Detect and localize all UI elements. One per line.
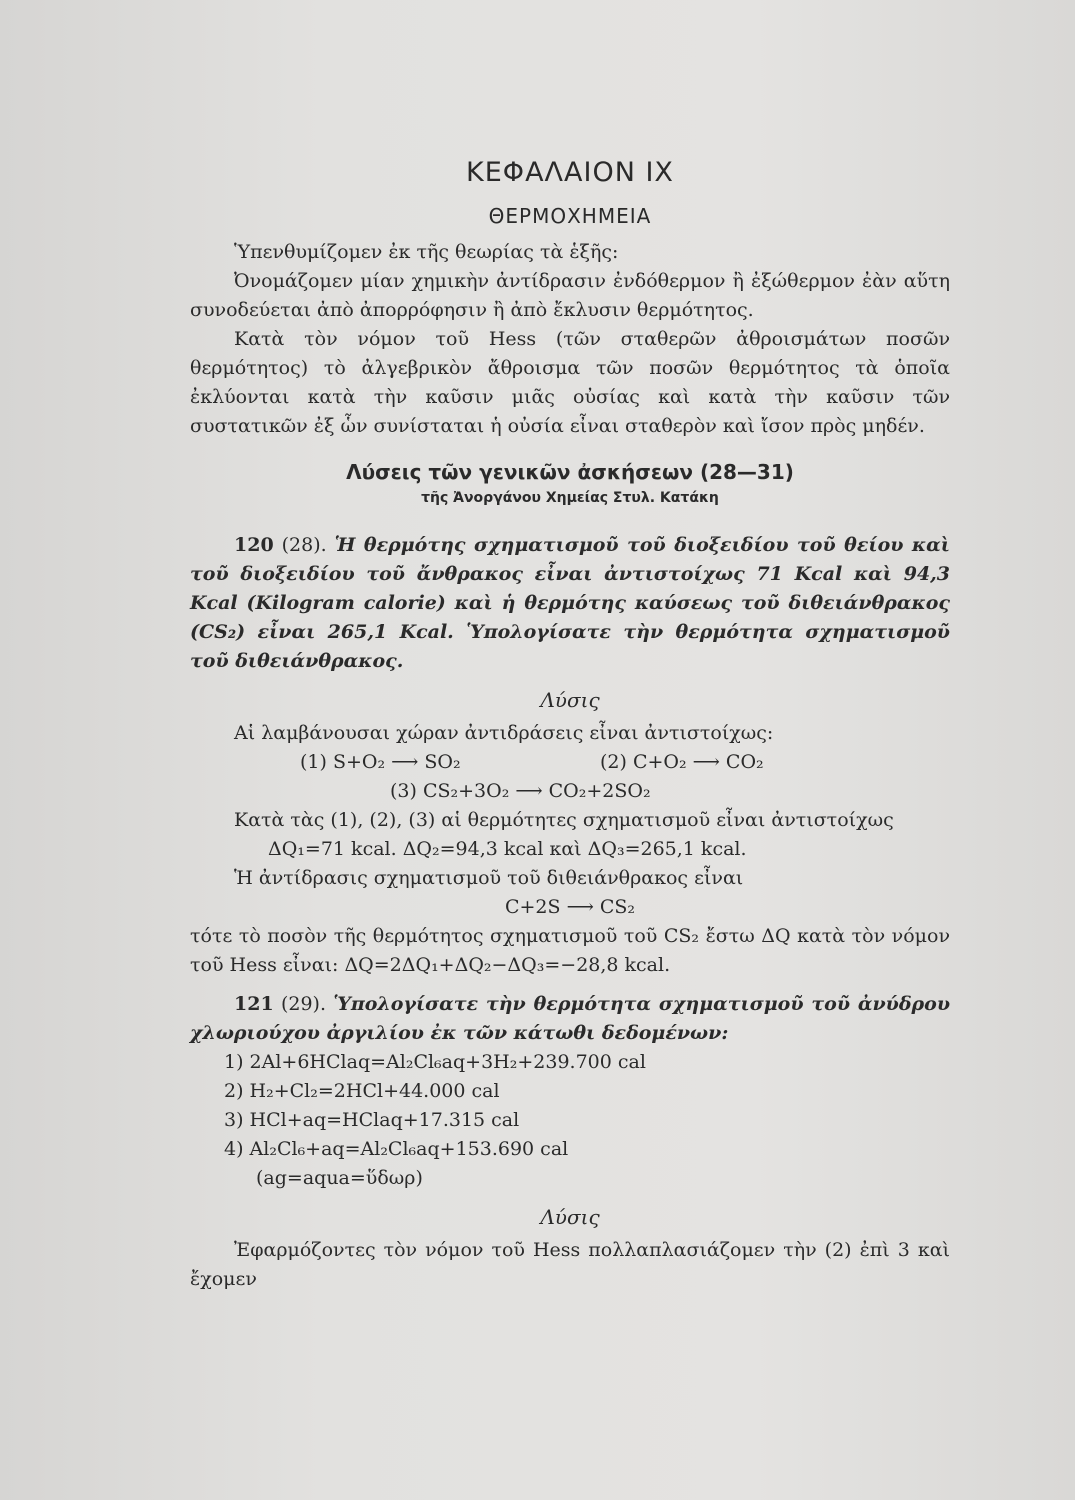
list-item: 4) Al₂Cl₆+aq=Al₂Cl₆aq+153.690 cal: [224, 1138, 569, 1160]
solution-heading: Λύσις: [540, 1205, 600, 1229]
solution-result: τότε τὸ ποσὸν τῆς θερμότητος σχηματισμοῦ τοῦ CS₂ ἔστω ΔQ κατὰ τὸν νόμον τοῦ Hess εἶναι: ΔQ=2ΔQ₁+ΔQ₂−ΔQ₃=−28,8 kcal.: [190, 925, 950, 976]
solution-closing: Ἐφαρμόζοντες τὸν νόμον τοῦ Hess πολλαπλασιάζομεν τὴν (2) ἐπὶ 3 καὶ ἔχομεν: [190, 1239, 950, 1290]
equation-row: [190, 748, 950, 777]
chapter-title: ΚΕΦΑΛΑΙΟΝ IX: [466, 157, 674, 188]
subject-title: ΘΕΡΜΟΧΗΜΕΙΑ: [488, 204, 652, 228]
problem-number: 120: [234, 534, 274, 556]
list-item: 1) 2Al+6HClaq=Al₂Cl₆aq+3H₂+239.700 cal: [224, 1051, 646, 1073]
list-note: (ag=aqua=ὕδωρ): [256, 1167, 423, 1189]
problem-ref: (28).: [281, 534, 327, 556]
problem-121: [190, 990, 950, 1048]
problem-text: Ἡ θερμότης σχηματισμοῦ τοῦ διοξειδίου τοῦ θείου καὶ τοῦ διοξειδίου τοῦ ἄνθρακος εἶναι ἀντιστοίχως 71 Kcal καὶ 94,3 Kcal (Kilogram calorie) καὶ ἡ θερμότης καύσεως τοῦ διθειάνθρακος (CS₂) εἶναι 265,1 Kcal. Ὑπολογίσατε τὴν θερμότητα σχηματισμοῦ τοῦ διθειάνθρακος.: [190, 534, 950, 672]
list-item: 3) HCl+aq=HClaq+17.315 cal: [224, 1109, 520, 1131]
equation-1: (1) S+O₂ ⟶ SO₂: [300, 751, 461, 773]
given-data-list: [224, 1048, 950, 1193]
page-content: [190, 150, 950, 1294]
problem-text: Ὑπολογίσατε τὴν θερμότητα σχηματισμοῦ τοῦ ἀνύδρου χλωριούχου ἀργιλίου ἐκ τῶν κάτωθι δεδομένων:: [190, 993, 951, 1044]
solution-line: Αἱ λαμβάνουσαι χώραν ἀντιδράσεις εἶναι ἀντιστοίχως:: [234, 722, 774, 744]
intro-line-1: Ὑπενθυμίζομεν ἐκ τῆς θεωρίας τὰ ἑξῆς:: [234, 241, 619, 263]
heat-values: ΔQ₁=71 kcal. ΔQ₂=94,3 kcal καὶ ΔQ₃=265,1 kcal.: [268, 838, 747, 860]
problem-120: [190, 531, 950, 676]
solution-line: Κατὰ τὰς (1), (2), (3) αἱ θερμότητες σχηματισμοῦ εἶναι ἀντιστοίχως: [234, 809, 894, 831]
solution-line: Ἡ ἀντίδρασις σχηματισμοῦ τοῦ διθειάνθρακος εἶναι: [234, 867, 744, 889]
solution-heading: Λύσις: [540, 688, 600, 712]
section-title: Λύσεις τῶν γενικῶν ἀσκήσεων (28—31): [346, 460, 794, 484]
problem-number: 121: [234, 993, 274, 1015]
intro-paragraph-3: Κατὰ τὸν νόμον τοῦ Hess (τῶν σταθερῶν ἀθροισμάτων ποσῶν θερμότητος) τὸ ἀλγεβρικὸν ἄθροισμα τῶν ποσῶν θερμότητος τὰ ὁποῖα ἐκλύονται κατὰ τὴν καῦσιν μιᾶς οὐσίας καὶ κατὰ τὴν καῦσιν τῶν συστατικῶν ἐξ ὧν συνίσταται ἡ οὐσία εἶναι σταθερὸν καὶ ἴσον πρὸς μηδέν.: [190, 328, 950, 437]
equation-2: (2) C+O₂ ⟶ CO₂: [600, 751, 764, 773]
list-item: 2) H₂+Cl₂=2HCl+44.000 cal: [224, 1080, 500, 1102]
section-subtitle: τῆς Ἀνοργάνου Χημείας Στυλ. Κατάκη: [421, 490, 719, 506]
equation-3: (3) CS₂+3O₂ ⟶ CO₂+2SO₂: [390, 780, 651, 802]
equation-cs2: C+2S ⟶ CS₂: [504, 896, 636, 918]
intro-paragraph-2: Ὀνομάζομεν μίαν χημικὴν ἀντίδρασιν ἐνδόθερμον ἢ ἐξώθερμον ἐὰν αὕτη συνοδεύεται ἀπὸ ἀπορρόφησιν ἢ ἀπὸ ἔκλυσιν θερμότητος.: [190, 270, 950, 321]
problem-ref: (29).: [280, 993, 327, 1015]
